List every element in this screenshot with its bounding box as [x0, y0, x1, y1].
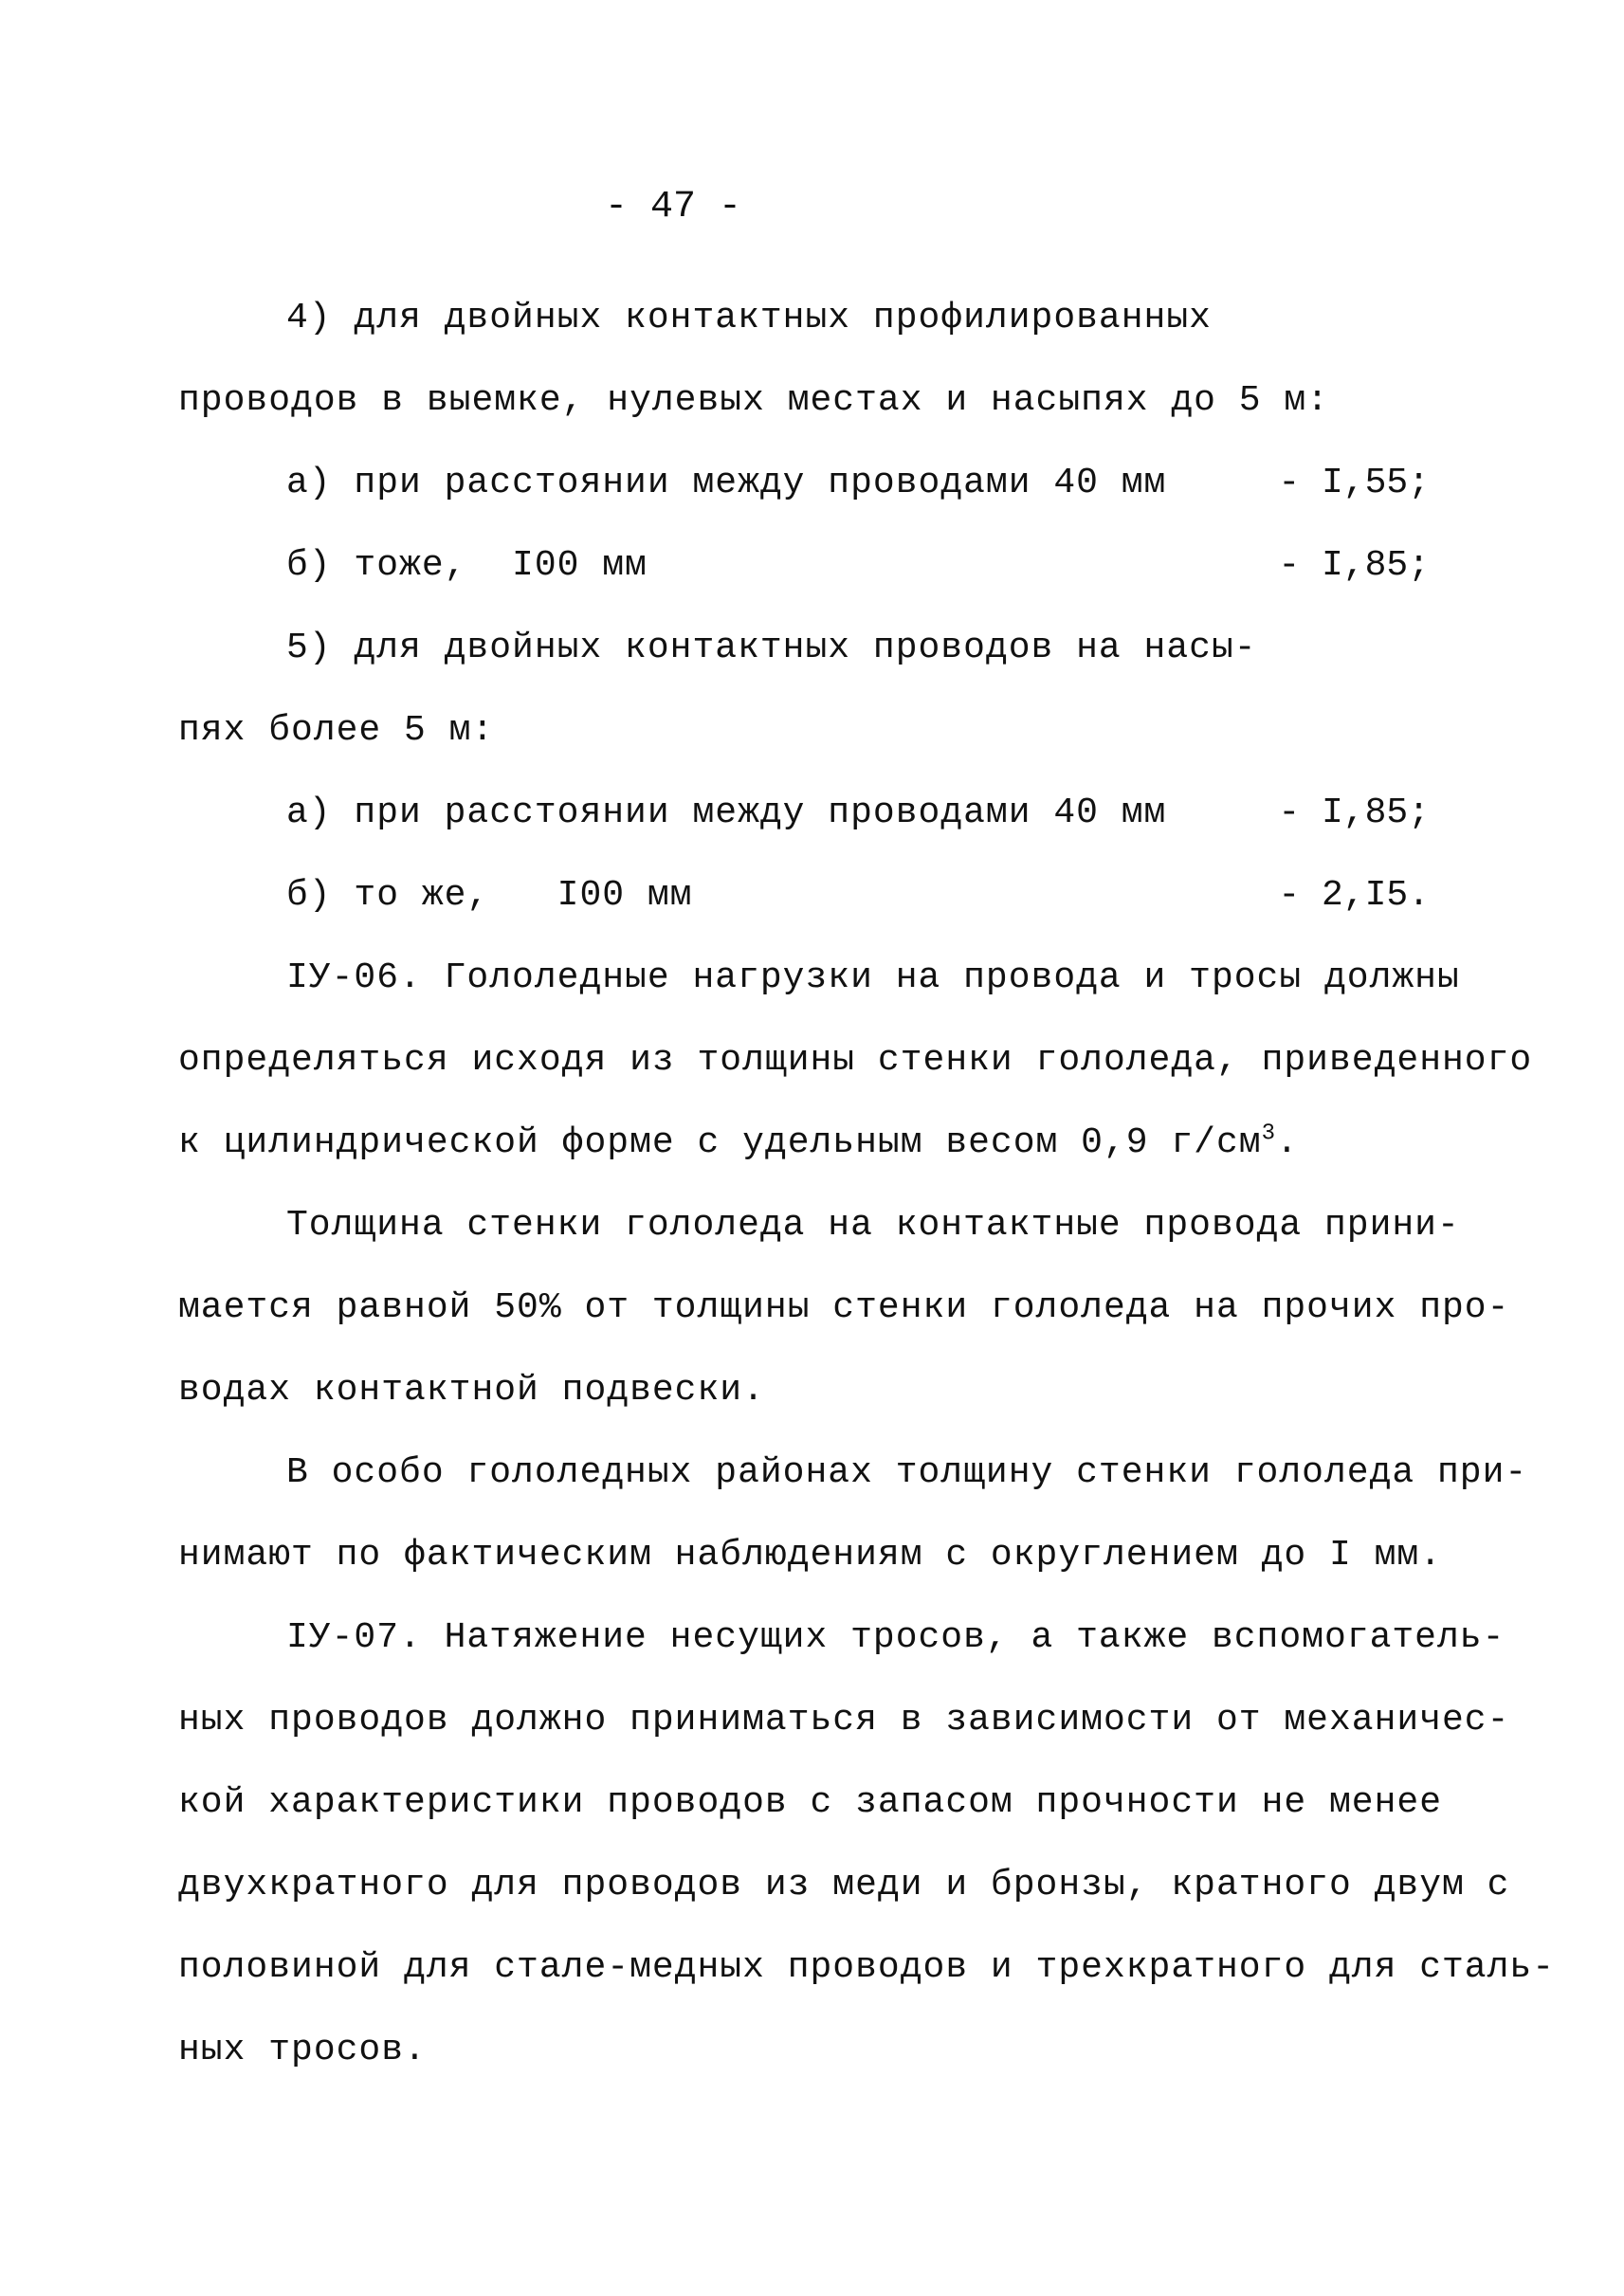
coefficient-value: - I,55; — [1278, 463, 1430, 503]
text-span: к цилиндрической форме с удельным весом 0,9 г/см — [178, 1122, 1262, 1163]
text-line: ных проводов должно приниматься в зависимости от механичес- — [178, 1700, 1510, 1740]
text-line: мается равной 50% от толщины стенки гололеда на прочих про- — [178, 1287, 1510, 1328]
text-line: а) при расстоянии между проводами 40 мм — [286, 463, 1167, 503]
text-line: пях более 5 м: — [178, 710, 495, 751]
text-line: проводов в выемке, нулевых местах и насыпях до 5 м: — [178, 380, 1329, 421]
text-line: водах контактной подвески. — [178, 1370, 765, 1411]
text-line: б) то же, I00 мм — [286, 875, 693, 916]
text-line: 5) для двойных контактных проводов на насы- — [286, 628, 1257, 668]
coefficient-value: - I,85; — [1278, 793, 1430, 833]
text-span: . — [1275, 1122, 1299, 1163]
superscript: 3 — [1261, 1121, 1276, 1147]
section-heading-line: IУ-07. Натяжение несущих тросов, а также вспомогатель- — [286, 1617, 1505, 1658]
text-line: кой характеристики проводов с запасом прочности не менее — [178, 1782, 1443, 1823]
text-line — [178, 1121, 1299, 1165]
text-line: двухкратного для проводов из меди и бронзы, кратного двум с — [178, 1865, 1510, 1905]
text-line: определяться исходя из толщины стенки гололеда, приведенного — [178, 1040, 1533, 1081]
text-line: б) тоже, I00 мм — [286, 545, 648, 586]
text-line: В особо гололедных районах толщину стенки гололеда при- — [286, 1452, 1528, 1493]
coefficient-value: - I,85; — [1278, 545, 1430, 586]
text-line: а) при расстоянии между проводами 40 мм — [286, 793, 1167, 833]
text-line: ных тросов. — [178, 2030, 427, 2070]
text-line: половиной для стале-медных проводов и трехкратного для сталь- — [178, 1947, 1556, 1988]
coefficient-value: - 2,I5. — [1278, 875, 1430, 916]
text-line: 4) для двойных контактных профилированных — [286, 298, 1212, 338]
section-heading-line: IУ-06. Гололедные нагрузки на провода и тросы должны — [286, 957, 1460, 998]
text-line: Толщина стенки гололеда на контактные провода прини- — [286, 1205, 1460, 1246]
page-number: - 47 - — [604, 186, 742, 228]
text-line: нимают по фактическим наблюдениям с округлением до I мм. — [178, 1535, 1443, 1576]
